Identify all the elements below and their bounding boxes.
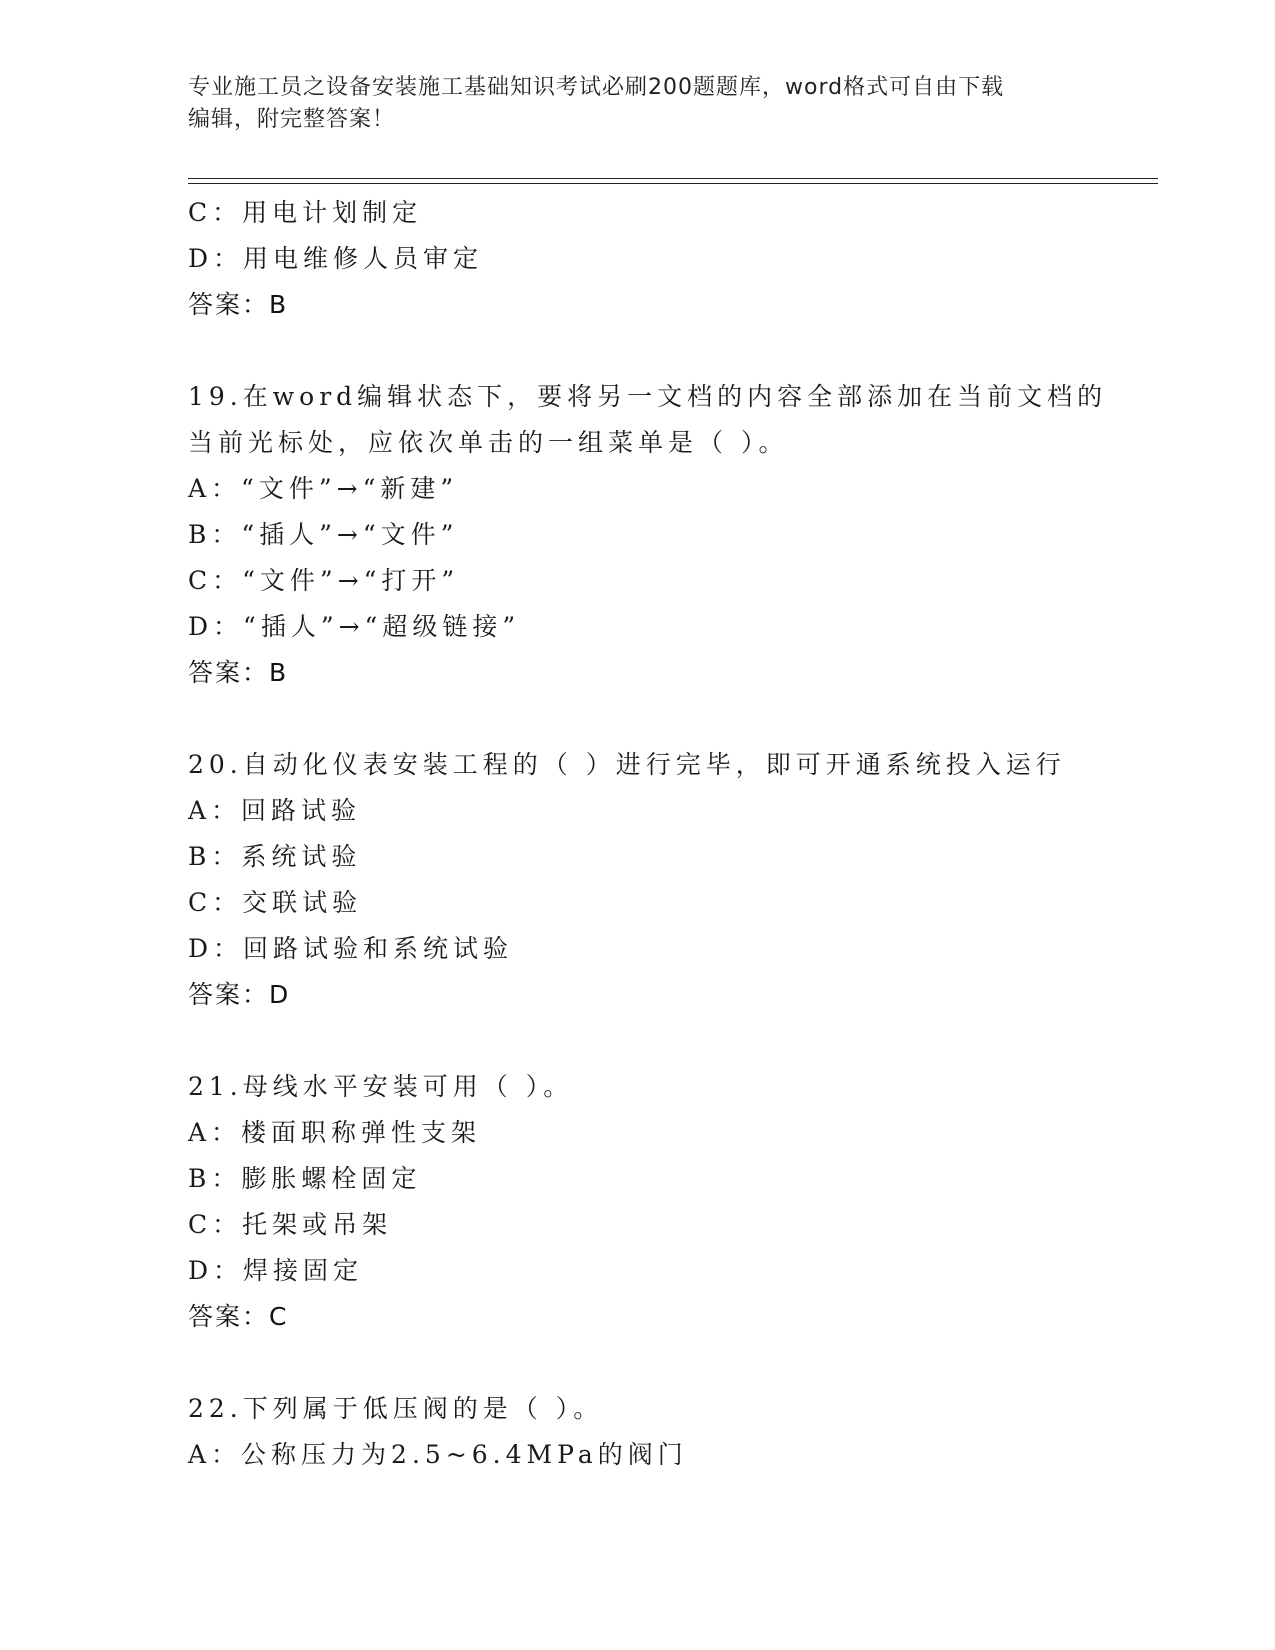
question-stem: 20.自动化仪表安装工程的（ ）进行完毕，即可开通系统投入运行	[188, 750, 1066, 779]
option-d: D：回路试验和系统试验	[188, 934, 514, 963]
spacer	[188, 696, 1088, 742]
question-19	[188, 374, 1108, 696]
spacer	[188, 1340, 1088, 1386]
header-line-1: 专业施工员之设备安装施工基础知识考试必刷200题题库，word格式可自由下载	[188, 75, 1005, 100]
option-c: C：托架或吊架	[188, 1210, 393, 1239]
option-a: A：公称压力为2.5~6.4MPa的阀门	[188, 1440, 688, 1469]
spacer	[188, 1018, 1088, 1064]
header-rule-bottom	[188, 183, 1158, 184]
question-stem: 当前光标处，应依次单击的一组菜单是（ ）。	[188, 428, 789, 457]
header-line-2: 编辑，附完整答案！	[188, 107, 396, 132]
option-c: C：用电计划制定	[188, 198, 423, 227]
option-a: A：回路试验	[188, 796, 362, 825]
option-d: D：焊接固定	[188, 1256, 364, 1285]
option-b: B：系统试验	[188, 842, 362, 871]
question-stem: 19.在word编辑状态下，要将另一文档的内容全部添加在当前文档的	[188, 382, 1108, 411]
option-a: A：“文件”→“新建”	[188, 474, 459, 503]
spacer	[188, 328, 1088, 374]
question-18-fragment	[188, 190, 1088, 328]
question-20	[188, 742, 1088, 1018]
option-b: B：膨胀螺栓固定	[188, 1164, 422, 1193]
option-d: D：用电维修人员审定	[188, 244, 484, 273]
answer-line: 答案：D	[188, 980, 291, 1009]
header-rule-top	[188, 178, 1158, 179]
question-stem: 22.下列属于低压阀的是（ ）。	[188, 1394, 604, 1423]
option-c: C：交联试验	[188, 888, 363, 917]
question-22	[188, 1386, 1088, 1478]
question-content	[188, 190, 1108, 1478]
option-a: A：楼面职称弹性支架	[188, 1118, 482, 1147]
answer-line: 答案：B	[188, 658, 289, 687]
option-d: D：“插人”→“超级链接”	[188, 612, 521, 641]
answer-line: 答案：B	[188, 290, 289, 319]
answer-line: 答案：C	[188, 1302, 289, 1331]
question-21	[188, 1064, 1088, 1340]
option-b: B：“插人”→“文件”	[188, 520, 459, 549]
question-stem: 21.母线水平安装可用（ ）。	[188, 1072, 574, 1101]
option-c: C：“文件”→“打开”	[188, 566, 460, 595]
document-header	[188, 72, 1068, 136]
